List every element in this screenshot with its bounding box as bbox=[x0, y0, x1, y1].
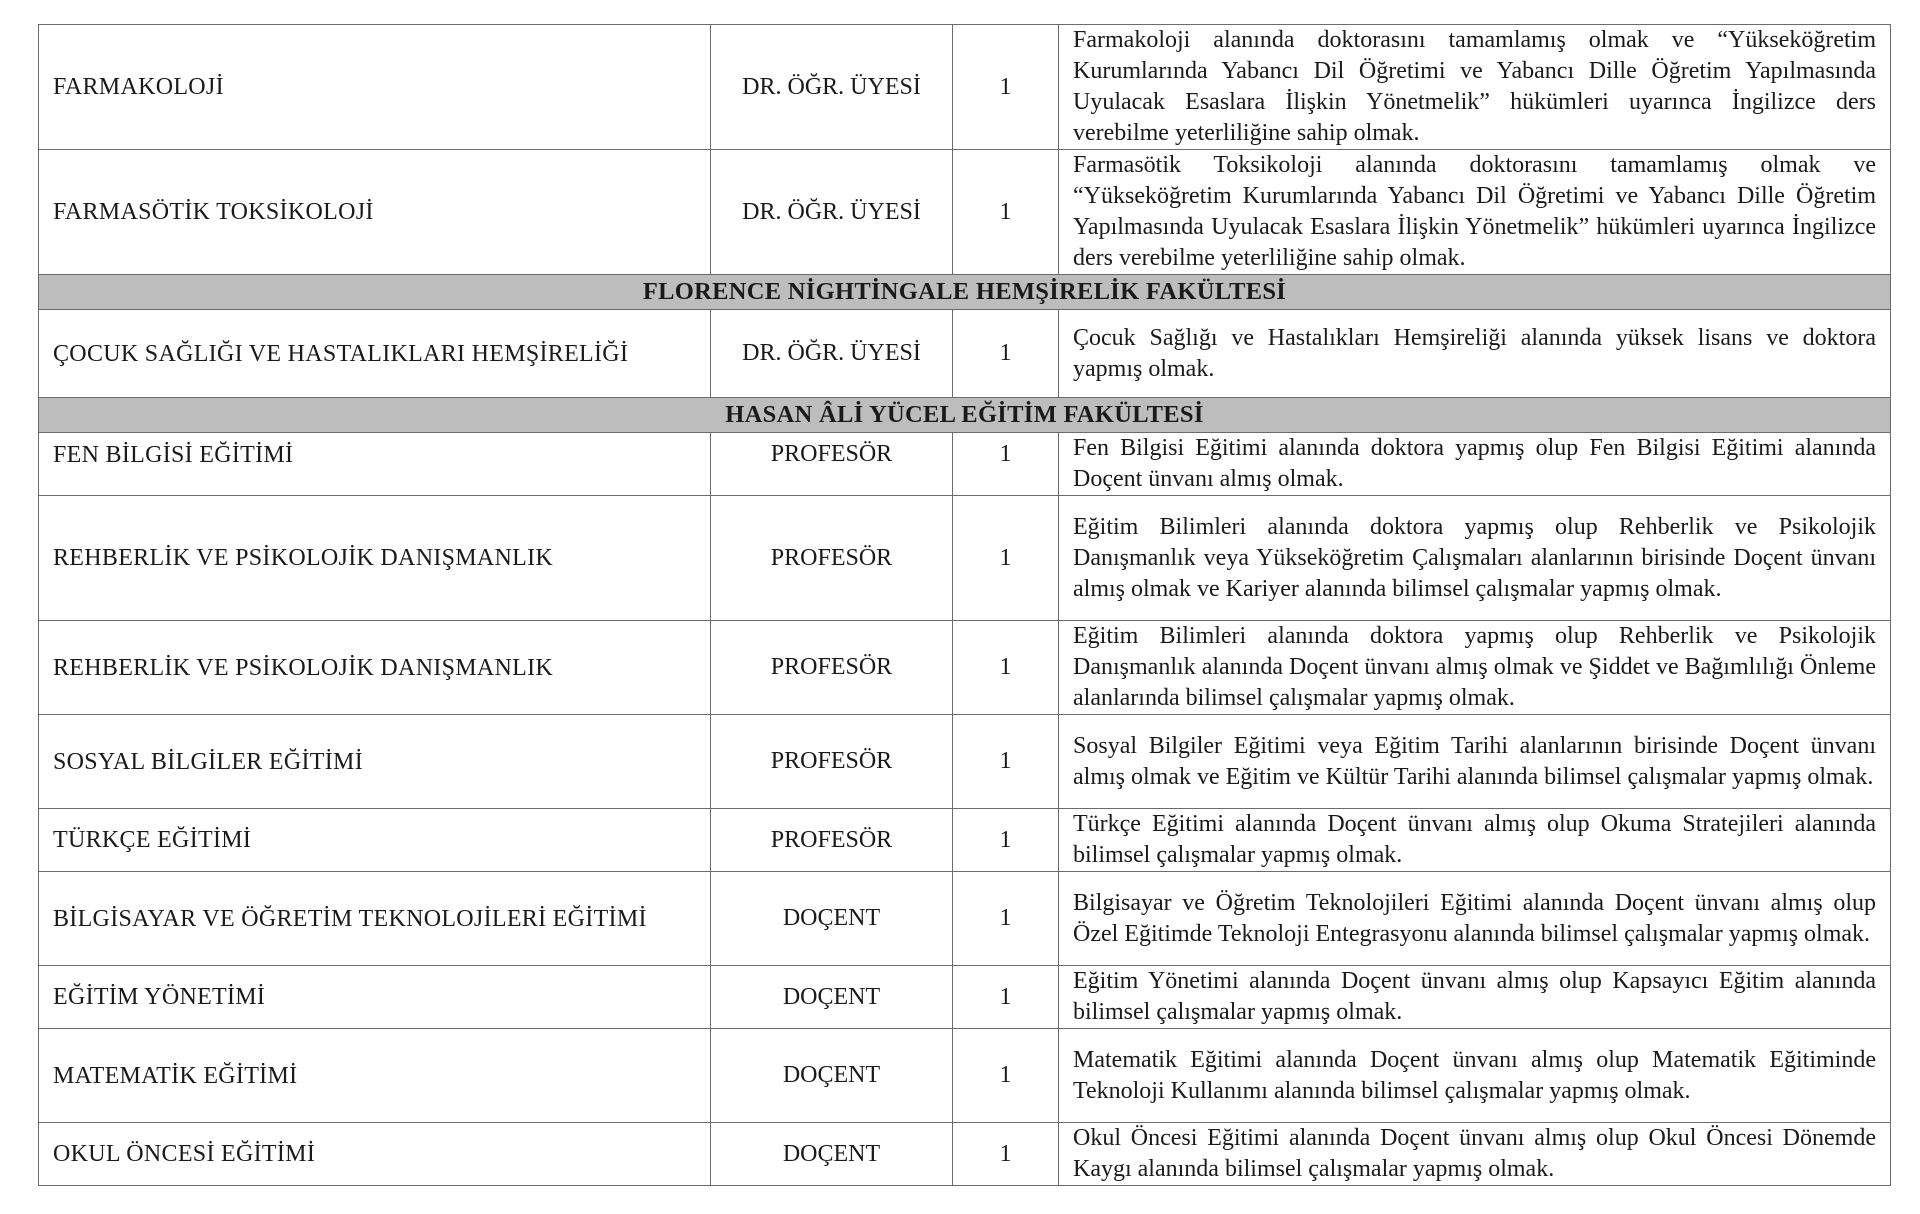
table-row bbox=[39, 496, 1891, 621]
department-cell: FEN BİLGİSİ EĞİTİMİ bbox=[39, 433, 711, 496]
count-cell: 1 bbox=[953, 809, 1059, 872]
title-cell: DR. ÖĞR. ÜYESİ bbox=[711, 150, 953, 275]
title-cell: DOÇENT bbox=[711, 1029, 953, 1123]
title-cell: PROFESÖR bbox=[711, 496, 953, 621]
department-cell: FARMAKOLOJİ bbox=[39, 25, 711, 150]
faculty-title: HASAN ÂLİ YÜCEL EĞİTİM FAKÜLTESİ bbox=[725, 401, 1204, 428]
title-cell: PROFESÖR bbox=[711, 621, 953, 715]
title-cell: PROFESÖR bbox=[711, 715, 953, 809]
count-cell: 1 bbox=[953, 872, 1059, 966]
faculty-header-row bbox=[39, 398, 1891, 433]
title-cell: DOÇENT bbox=[711, 966, 953, 1029]
requirement-cell: Eğitim Bilimleri alanında doktora yapmış olup Rehberlik ve Psikolojik Danışmanlık veya Yükseköğretim Çalışmaları alanlarının birisinde Doçent ünvanı almış olmak ve Kariyer alanında bilimsel çalışmalar yapmış olmak. bbox=[1059, 496, 1891, 621]
requirement-cell: Türkçe Eğitimi alanında Doçent ünvanı almış olup Okuma Stratejileri alanında bilimsel çalışmalar yapmış olmak. bbox=[1059, 809, 1891, 872]
table-row bbox=[39, 872, 1891, 966]
count-cell: 1 bbox=[953, 25, 1059, 150]
department-cell: SOSYAL BİLGİLER EĞİTİMİ bbox=[39, 715, 711, 809]
table-row bbox=[39, 150, 1891, 275]
department-cell: REHBERLİK VE PSİKOLOJİK DANIŞMANLIK bbox=[39, 496, 711, 621]
document-page bbox=[38, 24, 1890, 1186]
title-cell: DR. ÖĞR. ÜYESİ bbox=[711, 25, 953, 150]
count-cell: 1 bbox=[953, 310, 1059, 398]
department-cell: BİLGİSAYAR VE ÖĞRETİM TEKNOLOJİLERİ EĞİTİMİ bbox=[39, 872, 711, 966]
requirement-cell: Farmasötik Toksikoloji alanında doktorasını tamamlamış olmak ve “Yükseköğretim Kurumlarında Yabancı Dil Öğretimi ve Yabancı Dille Öğretim Yapılmasında Uyulacak Esaslara İlişkin Yönetmelik” hükümleri uyarınca İngilizce ders verebilme yeterliliğine sahip olmak. bbox=[1059, 150, 1891, 275]
count-cell: 1 bbox=[953, 496, 1059, 621]
faculty-title: FLORENCE NİGHTİNGALE HEMŞİRELİK FAKÜLTESİ bbox=[642, 278, 1287, 305]
title-cell: PROFESÖR bbox=[711, 433, 953, 496]
requirement-cell: Matematik Eğitimi alanında Doçent ünvanı almış olup Matematik Eğitiminde Teknoloji Kullanımı alanında bilimsel çalışmalar yapmış olmak. bbox=[1059, 1029, 1891, 1123]
positions-table bbox=[38, 24, 1891, 1186]
count-cell: 1 bbox=[953, 1029, 1059, 1123]
department-cell: TÜRKÇE EĞİTİMİ bbox=[39, 809, 711, 872]
requirement-cell: Eğitim Bilimleri alanında doktora yapmış olup Rehberlik ve Psikolojik Danışmanlık alanında Doçent ünvanı almış olmak ve Şiddet ve Bağımlılığı Önleme alanlarında bilimsel çalışmalar yapmış olmak. bbox=[1059, 621, 1891, 715]
table-row bbox=[39, 1123, 1891, 1186]
count-cell: 1 bbox=[953, 1123, 1059, 1186]
department-cell: ÇOCUK SAĞLIĞI VE HASTALIKLARI HEMŞİRELİĞİ bbox=[39, 310, 711, 398]
department-cell: REHBERLİK VE PSİKOLOJİK DANIŞMANLIK bbox=[39, 621, 711, 715]
count-cell: 1 bbox=[953, 966, 1059, 1029]
title-cell: DR. ÖĞR. ÜYESİ bbox=[711, 310, 953, 398]
table-row bbox=[39, 310, 1891, 398]
table-row bbox=[39, 715, 1891, 809]
table-row bbox=[39, 966, 1891, 1029]
department-cell: FARMASÖTİK TOKSİKOLOJİ bbox=[39, 150, 711, 275]
requirement-cell: Okul Öncesi Eğitimi alanında Doçent ünvanı almış olup Okul Öncesi Dönemde Kaygı alanında bilimsel çalışmalar yapmış olmak. bbox=[1059, 1123, 1891, 1186]
requirement-cell: Fen Bilgisi Eğitimi alanında doktora yapmış olup Fen Bilgisi Eğitimi alanında Doçent ünvanı almış olmak. bbox=[1059, 433, 1891, 496]
requirement-cell: Bilgisayar ve Öğretim Teknolojileri Eğitimi alanında Doçent ünvanı almış olup Özel Eğitimde Teknoloji Entegrasyonu alanında bilimsel çalışmalar yapmış olmak. bbox=[1059, 872, 1891, 966]
title-cell: DOÇENT bbox=[711, 1123, 953, 1186]
count-cell: 1 bbox=[953, 433, 1059, 496]
count-cell: 1 bbox=[953, 621, 1059, 715]
table-row bbox=[39, 621, 1891, 715]
department-cell: EĞİTİM YÖNETİMİ bbox=[39, 966, 711, 1029]
requirement-cell: Eğitim Yönetimi alanında Doçent ünvanı almış olup Kapsayıcı Eğitim alanında bilimsel çalışmalar yapmış olmak. bbox=[1059, 966, 1891, 1029]
count-cell: 1 bbox=[953, 715, 1059, 809]
requirement-cell: Çocuk Sağlığı ve Hastalıkları Hemşireliği alanında yüksek lisans ve doktora yapmış olmak. bbox=[1059, 310, 1891, 398]
faculty-header bbox=[39, 398, 1891, 433]
requirement-cell: Sosyal Bilgiler Eğitimi veya Eğitim Tarihi alanlarının birisinde Doçent ünvanı almış olmak ve Eğitim ve Kültür Tarihi alanında bilimsel çalışmalar yapmış olmak. bbox=[1059, 715, 1891, 809]
table-row bbox=[39, 809, 1891, 872]
faculty-header bbox=[39, 275, 1891, 310]
department-cell: OKUL ÖNCESİ EĞİTİMİ bbox=[39, 1123, 711, 1186]
title-cell: DOÇENT bbox=[711, 872, 953, 966]
department-cell: MATEMATİK EĞİTİMİ bbox=[39, 1029, 711, 1123]
table-row bbox=[39, 433, 1891, 496]
title-cell: PROFESÖR bbox=[711, 809, 953, 872]
table-row bbox=[39, 25, 1891, 150]
table-row bbox=[39, 1029, 1891, 1123]
requirement-cell: Farmakoloji alanında doktorasını tamamlamış olmak ve “Yükseköğretim Kurumlarında Yabancı Dil Öğretimi ve Yabancı Dille Öğretim Yapılmasında Uyulacak Esaslara İlişkin Yönetmelik” hükümleri uyarınca İngilizce ders verebilme yeterliliğine sahip olmak. bbox=[1059, 25, 1891, 150]
count-cell: 1 bbox=[953, 150, 1059, 275]
faculty-header-row bbox=[39, 275, 1891, 310]
